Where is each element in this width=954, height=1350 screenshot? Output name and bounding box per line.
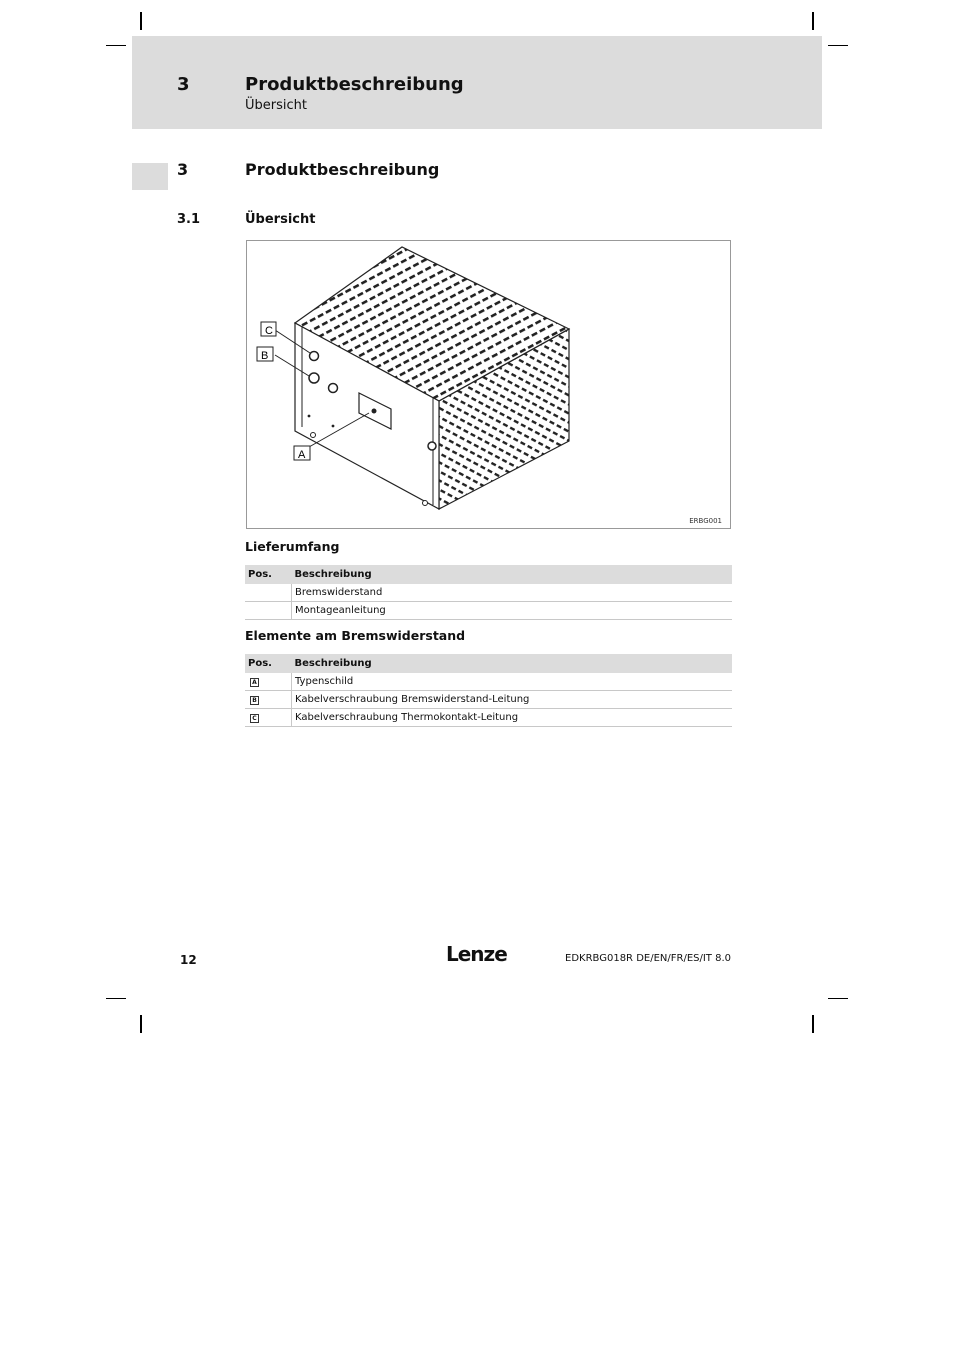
document-code: EDKRBG018R DE/EN/FR/ES/IT 8.0 <box>565 953 731 964</box>
table-row <box>245 584 732 602</box>
table-row <box>245 691 732 709</box>
callout-b: B <box>261 350 269 362</box>
desc-cell: Bremswiderstand <box>292 584 733 602</box>
brake-resistor-drawing <box>247 241 732 530</box>
product-figure <box>246 240 731 529</box>
delivery-table <box>245 565 732 620</box>
section-title: Produktbeschreibung <box>245 160 440 179</box>
delivery-heading: Lieferumfang <box>245 539 340 554</box>
column-header: Pos. <box>245 565 292 584</box>
table-row <box>245 602 732 620</box>
pos-cell <box>245 673 292 691</box>
chapter-tab-marker <box>132 163 168 190</box>
desc-cell: Kabelverschraubung Bremswiderstand-Leitung <box>292 691 733 709</box>
header-chapter-title: Produktbeschreibung <box>245 74 464 95</box>
column-header: Pos. <box>245 654 292 673</box>
pos-cell <box>245 602 292 620</box>
crop-mark <box>812 1015 814 1033</box>
table-row <box>245 709 732 727</box>
pos-cell <box>245 584 292 602</box>
pos-label-b: B <box>250 696 259 705</box>
section-number: 3 <box>177 160 189 179</box>
subsection-number: 3.1 <box>177 212 201 227</box>
header-subtitle: Übersicht <box>245 98 307 113</box>
lenze-logo: Lenze <box>446 942 507 966</box>
column-header: Beschreibung <box>292 654 733 673</box>
callout-a: A <box>298 449 306 461</box>
desc-cell: Montageanleitung <box>292 602 733 620</box>
header-chapter-number: 3 <box>177 74 190 95</box>
crop-mark <box>140 1015 142 1033</box>
desc-cell: Kabelverschraubung Thermokontakt-Leitung <box>292 709 733 727</box>
pos-label-a: A <box>250 678 259 687</box>
column-header: Beschreibung <box>292 565 733 584</box>
crop-mark <box>828 998 848 999</box>
header-band <box>132 36 822 129</box>
crop-mark <box>106 998 126 999</box>
crop-mark <box>812 12 814 30</box>
elements-table <box>245 654 732 727</box>
figure-code: ERBG001 <box>689 517 722 525</box>
pos-label-c: C <box>250 714 259 723</box>
table-row <box>245 673 732 691</box>
pos-cell <box>245 691 292 709</box>
pos-cell <box>245 709 292 727</box>
crop-mark <box>140 12 142 30</box>
subsection-title: Übersicht <box>245 212 316 227</box>
elements-heading: Elemente am Bremswiderstand <box>245 628 466 643</box>
crop-mark <box>106 45 126 46</box>
callout-c: C <box>265 325 273 337</box>
crop-mark <box>828 45 848 46</box>
page-number: 12 <box>180 953 197 967</box>
desc-cell: Typenschild <box>292 673 733 691</box>
